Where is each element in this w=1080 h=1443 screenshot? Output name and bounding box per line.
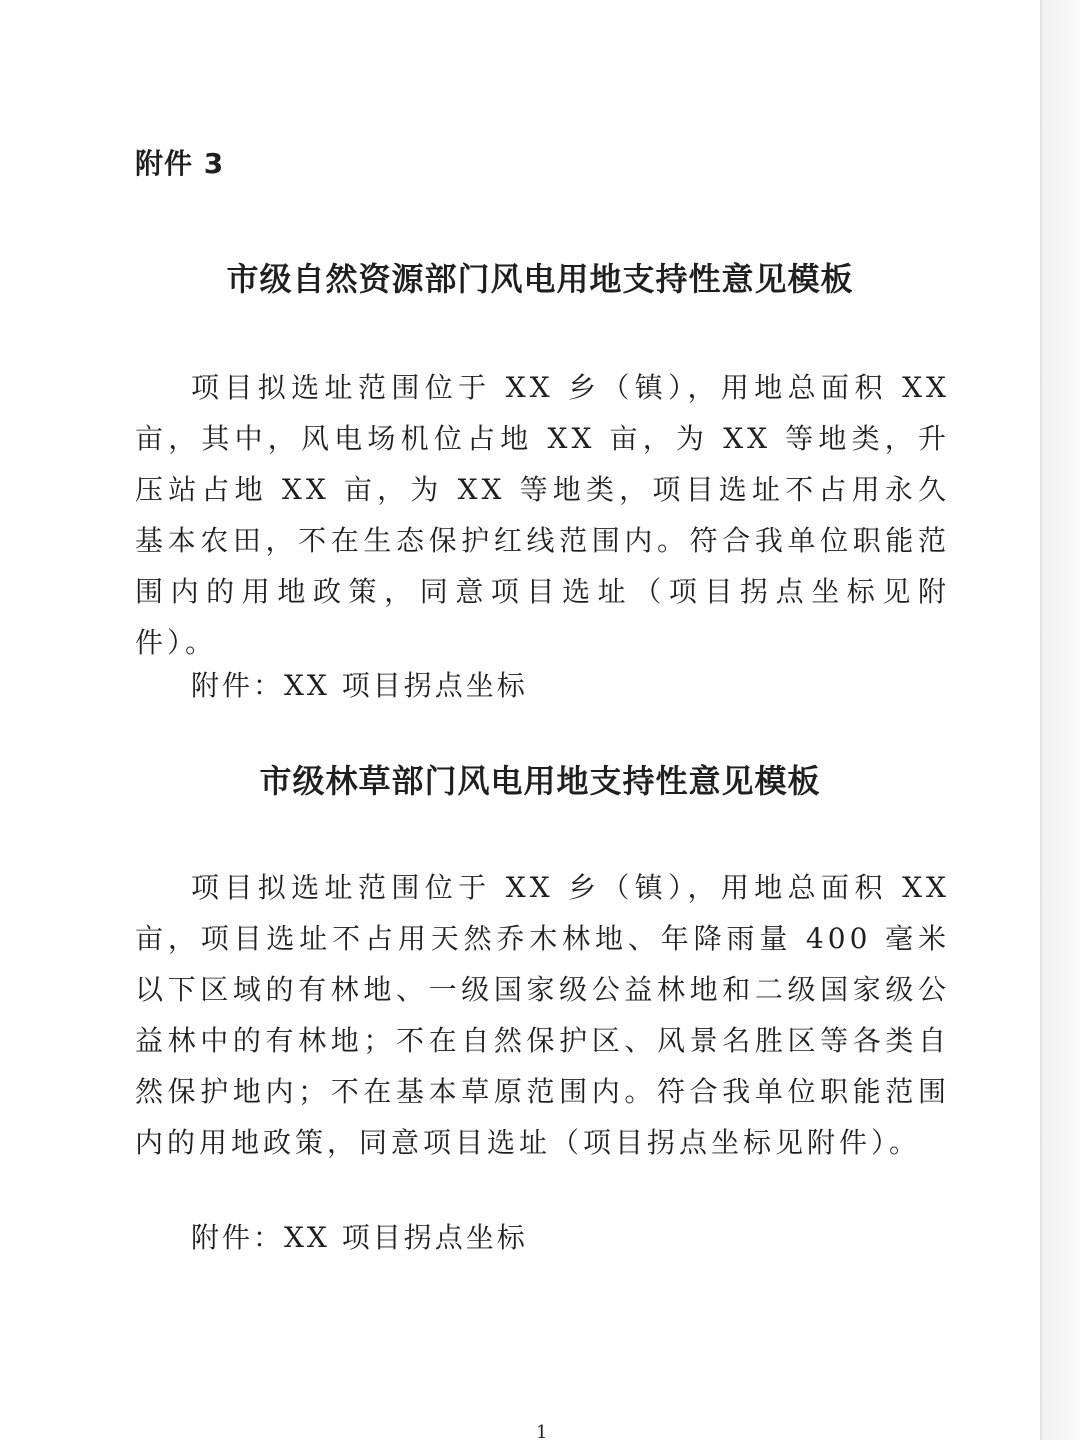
section-2-title: 市级林草部门风电用地支持性意见模板 xyxy=(259,762,821,800)
section-1-attachment-note: 附件：XX 项目拐点坐标 xyxy=(191,669,528,702)
page-number: 1 xyxy=(536,1422,548,1443)
attachment-label: 附件 3 xyxy=(135,147,225,180)
page-edge-line xyxy=(1040,0,1042,1440)
section-1-title: 市级自然资源部门风电用地支持性意见模板 xyxy=(226,260,854,298)
section-2-body: 项目拟选址范围位于 XX 乡（镇），用地总面积 XX 亩，项目选址不占用天然乔木林地、年降雨量 400 毫米以下区域的有林地、一级国家级公益林地和二级国家级公益林中的有林地；不在自然保护区、风景名胜区等各类自然保护地内；不在基本草原范围内。符合我单位职能范围内的用地政策，同意项目选址（项目拐点坐标见附件）。 xyxy=(135,871,950,1159)
section-2-attachment-note: 附件：XX 项目拐点坐标 xyxy=(191,1221,528,1254)
page-edge-shadow xyxy=(1042,0,1080,1440)
section-1-body: 项目拟选址范围位于 XX 乡（镇），用地总面积 XX 亩，其中，风电场机位占地 XX 亩，为 XX 等地类，升压站占地 XX 亩，为 XX 等地类，项目选址不占用永久基本农田，不在生态保护红线范围内。符合我单位职能范围内的用地政策，同意项目选址（项目拐点坐标见附件）。 xyxy=(135,371,950,659)
